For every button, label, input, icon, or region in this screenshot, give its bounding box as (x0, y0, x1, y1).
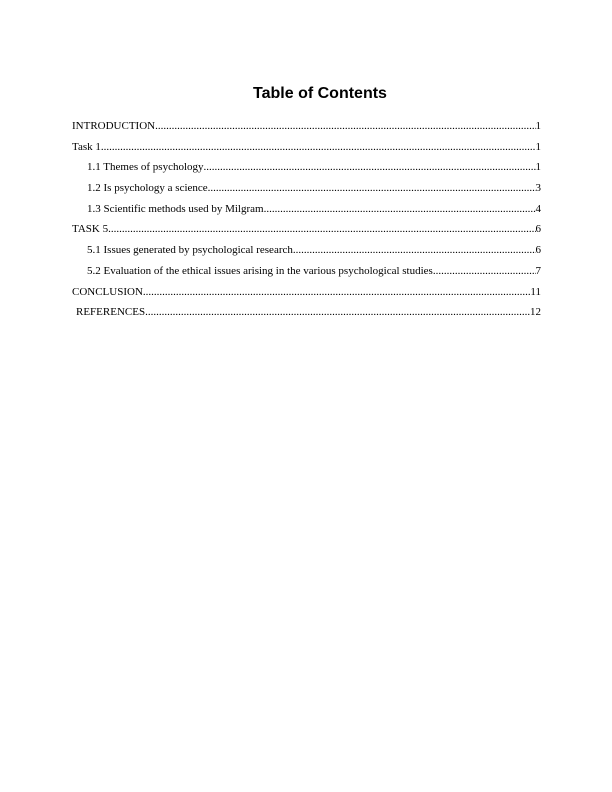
toc-entry-1-1[interactable] (72, 157, 541, 178)
toc-entry-page-number: 1 (535, 161, 541, 174)
toc-entry-task-5[interactable] (72, 219, 541, 240)
toc-entry-label: 1.3 Scientific methods used by Milgram (87, 202, 264, 215)
toc-entry-page-number: 12 (530, 306, 541, 319)
toc-entry-label: 5.2 Evaluation of the ethical issues arising in the various psychological studies (87, 264, 433, 277)
toc-entry-page-number: 4 (535, 202, 541, 215)
toc-entry-page-number: 3 (535, 182, 541, 195)
toc-entry-label: CONCLUSION (72, 285, 143, 298)
toc-entry-5-2[interactable] (72, 261, 541, 282)
dot-leader (101, 137, 536, 158)
dot-leader (433, 261, 536, 282)
toc-entry-label: 1.1 Themes of psychology (87, 161, 204, 174)
toc-entry-label: REFERENCES (76, 306, 146, 319)
toc-entry-page-number: 1 (535, 120, 541, 132)
toc-entry-1-2[interactable] (72, 178, 541, 199)
toc-entry-page-number: 6 (535, 244, 541, 257)
toc-entry-label: 1.2 Is psychology a science (87, 182, 208, 195)
toc-title: Table of Contents (253, 85, 387, 102)
toc-entry-page-number: 1 (535, 140, 541, 153)
toc-entry-label: 5.1 Issues generated by psychological research (87, 244, 293, 257)
toc-entry-label: INTRODUCTION (72, 120, 156, 132)
toc-entry-task-1[interactable] (72, 137, 541, 158)
dot-leader (208, 178, 536, 199)
toc-entry-conclusion[interactable] (72, 282, 541, 303)
dot-leader (264, 199, 536, 220)
toc-entry-1-3[interactable] (72, 199, 541, 220)
dot-leader (204, 157, 536, 178)
dot-leader (145, 302, 530, 323)
toc-list (72, 116, 541, 323)
toc-entry-label: TASK 5 (72, 223, 109, 236)
dot-leader (143, 282, 531, 303)
toc-entry-page-number: 11 (530, 285, 541, 298)
dot-leader (155, 116, 535, 137)
toc-entry-5-1[interactable] (72, 240, 541, 261)
dot-leader (293, 240, 536, 261)
toc-entry-references[interactable] (72, 302, 541, 323)
toc-entry-introduction[interactable] (72, 116, 541, 137)
toc-entry-page-number: 6 (535, 223, 541, 236)
toc-entry-page-number: 7 (535, 264, 541, 277)
dot-leader (108, 219, 535, 240)
toc-entry-label: Task 1 (72, 140, 101, 153)
